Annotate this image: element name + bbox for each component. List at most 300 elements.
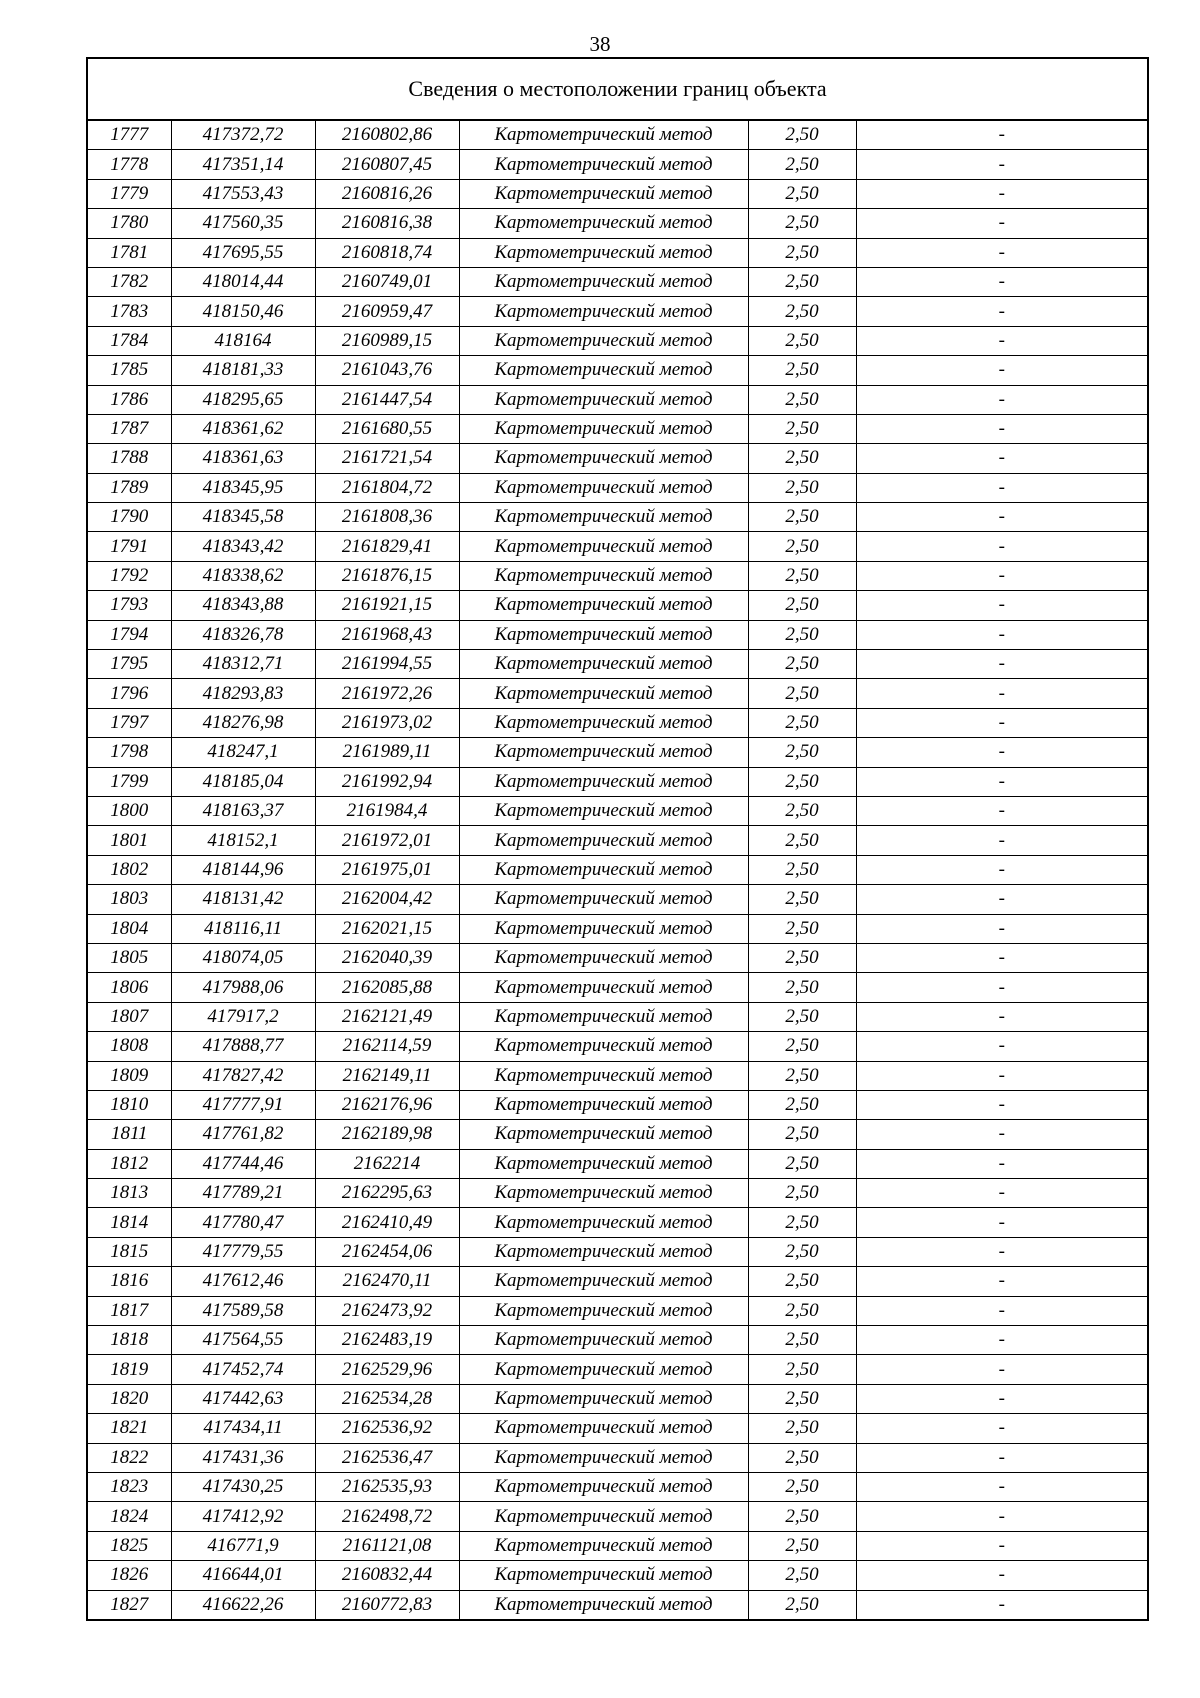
cell-y-coordinate: 2160816,38 [315,209,459,238]
cell-point-number: 1805 [87,943,171,972]
cell-y-coordinate: 2161975,01 [315,855,459,884]
cell-point-number: 1814 [87,1208,171,1237]
cell-accuracy: 2,50 [748,1179,856,1208]
cell-description: - [856,1472,1148,1501]
cell-accuracy: 2,50 [748,444,856,473]
table-row [87,1296,1148,1325]
cell-method: Картометрический метод [459,444,748,473]
cell-method: Картометрический метод [459,1237,748,1266]
cell-x-coordinate: 418185,04 [171,767,315,796]
table-row [87,767,1148,796]
cell-point-number: 1808 [87,1032,171,1061]
cell-method: Картометрический метод [459,179,748,208]
cell-accuracy: 2,50 [748,650,856,679]
cell-x-coordinate: 417434,11 [171,1414,315,1443]
cell-method: Картометрический метод [459,1120,748,1149]
cell-x-coordinate: 417789,21 [171,1179,315,1208]
cell-point-number: 1796 [87,679,171,708]
table-row [87,1443,1148,1472]
cell-method: Картометрический метод [459,1326,748,1355]
table-row [87,708,1148,737]
cell-description: - [856,473,1148,502]
cell-y-coordinate: 2161984,4 [315,796,459,825]
cell-method: Картометрический метод [459,1443,748,1472]
cell-accuracy: 2,50 [748,1032,856,1061]
cell-description: - [856,885,1148,914]
cell-x-coordinate: 417412,92 [171,1502,315,1531]
cell-y-coordinate: 2161447,54 [315,385,459,414]
cell-x-coordinate: 417560,35 [171,209,315,238]
cell-method: Картометрический метод [459,1414,748,1443]
cell-x-coordinate: 417777,91 [171,1090,315,1119]
cell-point-number: 1811 [87,1120,171,1149]
cell-point-number: 1823 [87,1472,171,1501]
table-row [87,1472,1148,1501]
cell-point-number: 1795 [87,650,171,679]
cell-y-coordinate: 2161829,41 [315,532,459,561]
cell-y-coordinate: 2161808,36 [315,503,459,532]
cell-x-coordinate: 418345,95 [171,473,315,502]
cell-accuracy: 2,50 [748,1090,856,1119]
cell-description: - [856,767,1148,796]
table-row [87,591,1148,620]
cell-point-number: 1821 [87,1414,171,1443]
cell-method: Картометрический метод [459,1002,748,1031]
cell-x-coordinate: 417780,47 [171,1208,315,1237]
cell-accuracy: 2,50 [748,826,856,855]
cell-method: Картометрический метод [459,767,748,796]
cell-description: - [856,209,1148,238]
cell-method: Картометрический метод [459,855,748,884]
cell-x-coordinate: 418312,71 [171,650,315,679]
table-row [87,1179,1148,1208]
cell-method: Картометрический метод [459,1208,748,1237]
table-row [87,209,1148,238]
cell-y-coordinate: 2162214 [315,1149,459,1178]
cell-method: Картометрический метод [459,1384,748,1413]
cell-accuracy: 2,50 [748,1355,856,1384]
cell-accuracy: 2,50 [748,561,856,590]
table-row [87,1384,1148,1413]
table-row [87,738,1148,767]
cell-method: Картометрический метод [459,943,748,972]
cell-method: Картометрический метод [459,326,748,355]
cell-x-coordinate: 417589,58 [171,1296,315,1325]
table-header-row [87,58,1148,120]
cell-method: Картометрический метод [459,120,748,150]
cell-point-number: 1779 [87,179,171,208]
cell-description: - [856,973,1148,1002]
cell-x-coordinate: 418152,1 [171,826,315,855]
cell-y-coordinate: 2162176,96 [315,1090,459,1119]
table-row [87,1032,1148,1061]
cell-description: - [856,326,1148,355]
cell-x-coordinate: 417442,63 [171,1384,315,1413]
cell-description: - [856,796,1148,825]
cell-description: - [856,943,1148,972]
cell-y-coordinate: 2162483,19 [315,1326,459,1355]
cell-accuracy: 2,50 [748,209,856,238]
page-number: 38 [589,32,611,56]
cell-accuracy: 2,50 [748,885,856,914]
cell-point-number: 1783 [87,297,171,326]
cell-description: - [856,1561,1148,1590]
cell-method: Картометрический метод [459,591,748,620]
cell-method: Картометрический метод [459,1267,748,1296]
table-row [87,1326,1148,1355]
table-row [87,650,1148,679]
cell-x-coordinate: 418338,62 [171,561,315,590]
cell-accuracy: 2,50 [748,738,856,767]
cell-x-coordinate: 417564,55 [171,1326,315,1355]
cell-x-coordinate: 417431,36 [171,1443,315,1472]
cell-point-number: 1816 [87,1267,171,1296]
cell-point-number: 1782 [87,267,171,296]
cell-description: - [856,738,1148,767]
cell-y-coordinate: 2161804,72 [315,473,459,502]
cell-y-coordinate: 2160749,01 [315,267,459,296]
cell-y-coordinate: 2162085,88 [315,973,459,1002]
cell-description: - [856,1179,1148,1208]
cell-point-number: 1790 [87,503,171,532]
table-row [87,1590,1148,1620]
cell-point-number: 1778 [87,150,171,179]
cell-accuracy: 2,50 [748,356,856,385]
cell-x-coordinate: 418247,1 [171,738,315,767]
cell-description: - [856,826,1148,855]
cell-x-coordinate: 417917,2 [171,1002,315,1031]
cell-x-coordinate: 417988,06 [171,973,315,1002]
table-row [87,855,1148,884]
cell-accuracy: 2,50 [748,591,856,620]
cell-accuracy: 2,50 [748,1002,856,1031]
cell-point-number: 1813 [87,1179,171,1208]
cell-description: - [856,1296,1148,1325]
table-row [87,473,1148,502]
cell-y-coordinate: 2162189,98 [315,1120,459,1149]
cell-point-number: 1807 [87,1002,171,1031]
cell-y-coordinate: 2161721,54 [315,444,459,473]
cell-description: - [856,1061,1148,1090]
cell-method: Картометрический метод [459,796,748,825]
cell-method: Картометрический метод [459,620,748,649]
cell-description: - [856,238,1148,267]
cell-x-coordinate: 418361,63 [171,444,315,473]
cell-accuracy: 2,50 [748,679,856,708]
cell-method: Картометрический метод [459,1061,748,1090]
cell-y-coordinate: 2162410,49 [315,1208,459,1237]
cell-description: - [856,179,1148,208]
cell-method: Картометрический метод [459,679,748,708]
cell-method: Картометрический метод [459,973,748,1002]
cell-description: - [856,503,1148,532]
cell-x-coordinate: 418343,42 [171,532,315,561]
table-row [87,444,1148,473]
cell-accuracy: 2,50 [748,1414,856,1443]
cell-x-coordinate: 418293,83 [171,679,315,708]
table-row [87,1355,1148,1384]
cell-method: Картометрический метод [459,297,748,326]
cell-point-number: 1788 [87,444,171,473]
cell-method: Картометрический метод [459,1090,748,1119]
cell-method: Картометрический метод [459,1472,748,1501]
cell-method: Картометрический метод [459,561,748,590]
cell-method: Картометрический метод [459,414,748,443]
cell-point-number: 1801 [87,826,171,855]
table-row [87,1561,1148,1590]
cell-method: Картометрический метод [459,1032,748,1061]
cell-accuracy: 2,50 [748,297,856,326]
table-row [87,943,1148,972]
cell-method: Картометрический метод [459,914,748,943]
cell-x-coordinate: 417761,82 [171,1120,315,1149]
cell-method: Картометрический метод [459,708,748,737]
cell-accuracy: 2,50 [748,473,856,502]
cell-point-number: 1793 [87,591,171,620]
cell-y-coordinate: 2160807,45 [315,150,459,179]
cell-x-coordinate: 417372,72 [171,120,315,150]
cell-y-coordinate: 2160818,74 [315,238,459,267]
cell-accuracy: 2,50 [748,150,856,179]
cell-method: Картометрический метод [459,532,748,561]
cell-point-number: 1780 [87,209,171,238]
cell-method: Картометрический метод [459,1590,748,1620]
table-row [87,120,1148,150]
table-row [87,1002,1148,1031]
cell-y-coordinate: 2162536,47 [315,1443,459,1472]
cell-method: Картометрический метод [459,826,748,855]
cell-description: - [856,1208,1148,1237]
cell-description: - [856,561,1148,590]
cell-x-coordinate: 418163,37 [171,796,315,825]
cell-x-coordinate: 417553,43 [171,179,315,208]
table-row [87,238,1148,267]
cell-description: - [856,620,1148,649]
cell-method: Картометрический метод [459,150,748,179]
cell-point-number: 1799 [87,767,171,796]
cell-description: - [856,1355,1148,1384]
cell-x-coordinate: 418131,42 [171,885,315,914]
cell-description: - [856,120,1148,150]
cell-y-coordinate: 2162114,59 [315,1032,459,1061]
cell-y-coordinate: 2161973,02 [315,708,459,737]
table-row [87,561,1148,590]
cell-x-coordinate: 417888,77 [171,1032,315,1061]
table-row [87,620,1148,649]
cell-point-number: 1817 [87,1296,171,1325]
cell-method: Картометрический метод [459,1296,748,1325]
cell-point-number: 1781 [87,238,171,267]
cell-point-number: 1818 [87,1326,171,1355]
cell-method: Картометрический метод [459,1149,748,1178]
table-row [87,914,1148,943]
cell-method: Картометрический метод [459,1561,748,1590]
cell-accuracy: 2,50 [748,1237,856,1266]
cell-x-coordinate: 418345,58 [171,503,315,532]
cell-accuracy: 2,50 [748,620,856,649]
cell-method: Картометрический метод [459,209,748,238]
cell-description: - [856,855,1148,884]
table-row [87,179,1148,208]
cell-accuracy: 2,50 [748,1208,856,1237]
cell-accuracy: 2,50 [748,385,856,414]
table-row [87,1208,1148,1237]
table-row [87,326,1148,355]
cell-point-number: 1810 [87,1090,171,1119]
cell-x-coordinate: 418326,78 [171,620,315,649]
cell-description: - [856,1267,1148,1296]
cell-x-coordinate: 417430,25 [171,1472,315,1501]
cell-accuracy: 2,50 [748,914,856,943]
cell-point-number: 1785 [87,356,171,385]
cell-accuracy: 2,50 [748,1502,856,1531]
cell-point-number: 1787 [87,414,171,443]
cell-description: - [856,1237,1148,1266]
cell-method: Картометрический метод [459,738,748,767]
cell-method: Картометрический метод [459,385,748,414]
cell-method: Картометрический метод [459,356,748,385]
cell-x-coordinate: 416622,26 [171,1590,315,1620]
cell-method: Картометрический метод [459,650,748,679]
cell-x-coordinate: 418144,96 [171,855,315,884]
cell-point-number: 1826 [87,1561,171,1590]
cell-x-coordinate: 418343,88 [171,591,315,620]
cell-y-coordinate: 2160802,86 [315,120,459,150]
cell-x-coordinate: 416771,9 [171,1531,315,1560]
cell-y-coordinate: 2161968,43 [315,620,459,649]
cell-point-number: 1815 [87,1237,171,1266]
table-row [87,1414,1148,1443]
boundary-coordinates-table [86,57,1149,1621]
cell-x-coordinate: 417744,46 [171,1149,315,1178]
cell-y-coordinate: 2161972,01 [315,826,459,855]
cell-y-coordinate: 2162021,15 [315,914,459,943]
cell-y-coordinate: 2162149,11 [315,1061,459,1090]
cell-x-coordinate: 418295,65 [171,385,315,414]
cell-method: Картометрический метод [459,1355,748,1384]
cell-description: - [856,267,1148,296]
cell-point-number: 1798 [87,738,171,767]
cell-description: - [856,150,1148,179]
cell-accuracy: 2,50 [748,414,856,443]
cell-y-coordinate: 2161992,94 [315,767,459,796]
cell-y-coordinate: 2160772,83 [315,1590,459,1620]
cell-description: - [856,356,1148,385]
cell-accuracy: 2,50 [748,1267,856,1296]
cell-x-coordinate: 418150,46 [171,297,315,326]
cell-y-coordinate: 2160959,47 [315,297,459,326]
cell-accuracy: 2,50 [748,326,856,355]
cell-method: Картометрический метод [459,238,748,267]
cell-y-coordinate: 2162529,96 [315,1355,459,1384]
cell-x-coordinate: 418181,33 [171,356,315,385]
cell-method: Картометрический метод [459,885,748,914]
cell-y-coordinate: 2161972,26 [315,679,459,708]
cell-accuracy: 2,50 [748,1296,856,1325]
cell-y-coordinate: 2162454,06 [315,1237,459,1266]
cell-method: Картометрический метод [459,267,748,296]
cell-y-coordinate: 2162535,93 [315,1472,459,1501]
cell-y-coordinate: 2162040,39 [315,943,459,972]
cell-point-number: 1792 [87,561,171,590]
cell-accuracy: 2,50 [748,1590,856,1620]
cell-y-coordinate: 2162470,11 [315,1267,459,1296]
cell-description: - [856,1502,1148,1531]
table-row [87,1502,1148,1531]
table-row [87,503,1148,532]
table-row [87,1531,1148,1560]
cell-description: - [856,1531,1148,1560]
cell-description: - [856,297,1148,326]
cell-x-coordinate: 418276,98 [171,708,315,737]
cell-description: - [856,1443,1148,1472]
cell-x-coordinate: 418361,62 [171,414,315,443]
cell-point-number: 1824 [87,1502,171,1531]
cell-accuracy: 2,50 [748,1472,856,1501]
cell-y-coordinate: 2161876,15 [315,561,459,590]
cell-x-coordinate: 416644,01 [171,1561,315,1590]
table-row [87,297,1148,326]
table-row [87,356,1148,385]
cell-point-number: 1806 [87,973,171,1002]
table-row [87,150,1148,179]
cell-accuracy: 2,50 [748,943,856,972]
cell-description: - [856,532,1148,561]
cell-accuracy: 2,50 [748,1149,856,1178]
cell-x-coordinate: 417612,46 [171,1267,315,1296]
cell-accuracy: 2,50 [748,238,856,267]
table-row [87,796,1148,825]
cell-accuracy: 2,50 [748,767,856,796]
cell-point-number: 1822 [87,1443,171,1472]
cell-point-number: 1804 [87,914,171,943]
cell-point-number: 1819 [87,1355,171,1384]
table-row [87,1061,1148,1090]
cell-x-coordinate: 418074,05 [171,943,315,972]
table-row [87,1237,1148,1266]
table-row [87,679,1148,708]
cell-accuracy: 2,50 [748,855,856,884]
cell-description: - [856,1149,1148,1178]
cell-y-coordinate: 2160989,15 [315,326,459,355]
cell-x-coordinate: 417351,14 [171,150,315,179]
table-row [87,1120,1148,1149]
cell-point-number: 1802 [87,855,171,884]
cell-point-number: 1803 [87,885,171,914]
cell-accuracy: 2,50 [748,973,856,1002]
cell-description: - [856,1090,1148,1119]
cell-description: - [856,1032,1148,1061]
cell-accuracy: 2,50 [748,120,856,150]
cell-accuracy: 2,50 [748,796,856,825]
cell-accuracy: 2,50 [748,1384,856,1413]
cell-description: - [856,679,1148,708]
table-row [87,385,1148,414]
cell-point-number: 1777 [87,120,171,150]
table-row [87,267,1148,296]
cell-y-coordinate: 2161680,55 [315,414,459,443]
cell-y-coordinate: 2161043,76 [315,356,459,385]
cell-y-coordinate: 2161989,11 [315,738,459,767]
cell-accuracy: 2,50 [748,1326,856,1355]
cell-point-number: 1809 [87,1061,171,1090]
table-row [87,1149,1148,1178]
cell-description: - [856,591,1148,620]
cell-accuracy: 2,50 [748,1443,856,1472]
cell-x-coordinate: 418116,11 [171,914,315,943]
cell-description: - [856,914,1148,943]
cell-method: Картометрический метод [459,1531,748,1560]
